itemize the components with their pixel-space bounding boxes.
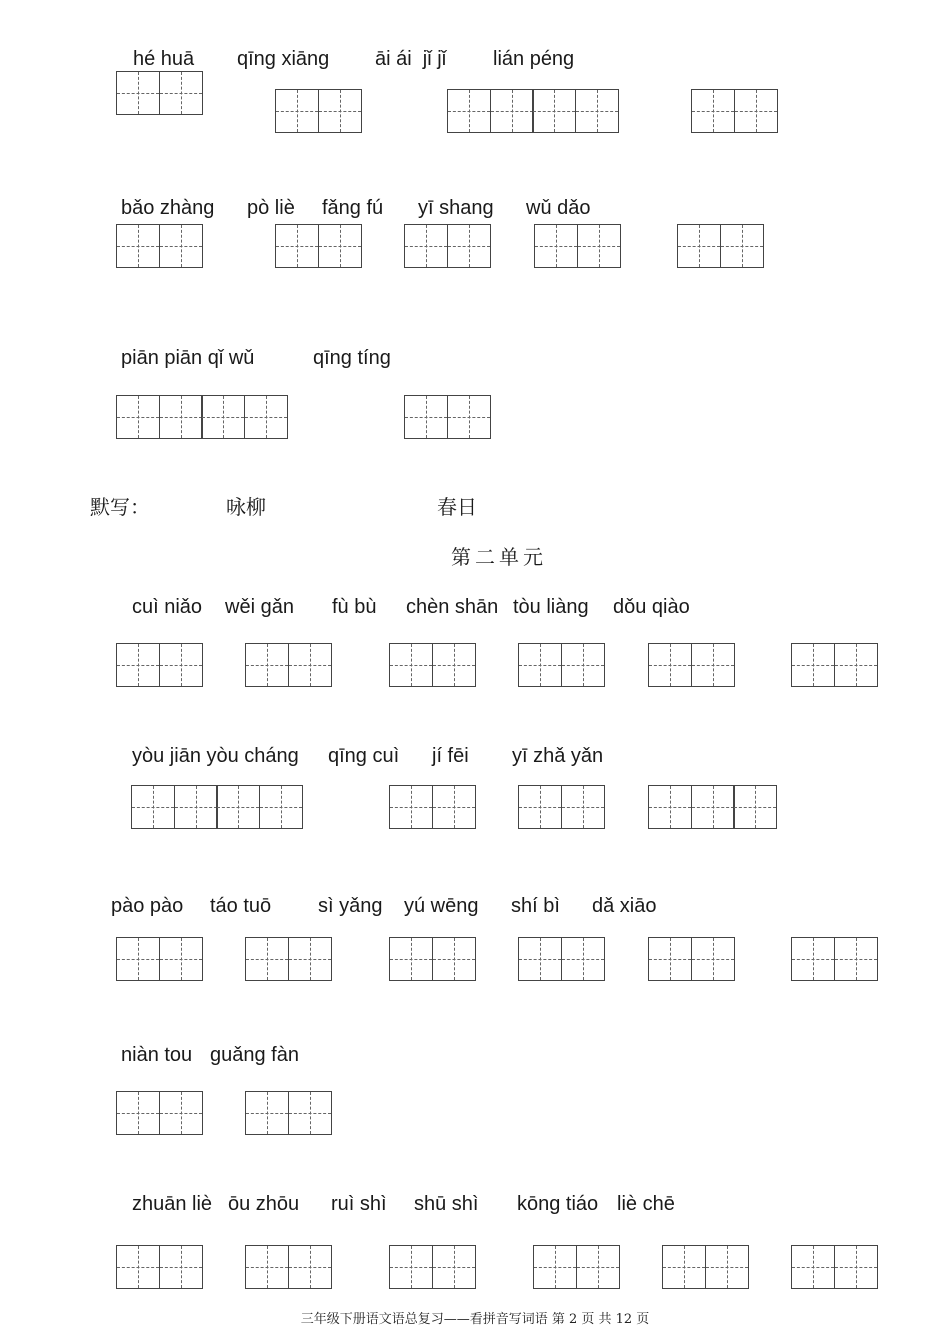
writing-grid[interactable] <box>389 937 476 981</box>
pinyin-label: guǎng fàn <box>210 1044 299 1066</box>
pinyin-label: qīng cuì <box>328 745 400 767</box>
pinyin-label: liè chē <box>617 1193 675 1215</box>
pinyin-label: chèn shān <box>406 596 499 618</box>
pinyin-label: shū shì <box>414 1193 479 1215</box>
writing-grid[interactable] <box>677 224 764 268</box>
writing-grid[interactable] <box>389 1245 476 1289</box>
writing-grid[interactable] <box>275 224 362 268</box>
pinyin-label: pào pào <box>111 895 184 917</box>
pinyin-label: fù bù <box>332 596 377 618</box>
pinyin-label: niàn tou <box>121 1044 193 1066</box>
writing-grid[interactable] <box>518 643 605 687</box>
pinyin-label: qīng xiāng <box>237 48 330 70</box>
pinyin-label: pò liè <box>247 197 295 219</box>
unit-title: 第二单元 <box>451 545 547 569</box>
pinyin-label: yú wēng <box>404 895 479 917</box>
pinyin-label: shí bì <box>511 895 560 917</box>
writing-grid[interactable] <box>389 643 476 687</box>
writing-grid[interactable] <box>691 89 778 133</box>
pinyin-label: yī zhǎ yǎn <box>512 745 604 767</box>
pinyin-label: hé huā <box>133 48 195 70</box>
pinyin-label: āi ái jǐ jǐ <box>375 48 447 70</box>
writing-grid[interactable] <box>404 395 491 439</box>
page-footer: 三年级下册语文语总复习——看拼音写词语 第 2 页 共 12 页 <box>300 1312 650 1327</box>
pinyin-label: qīng tíng <box>313 347 391 369</box>
pinyin-label: kōng tiáo <box>517 1193 599 1215</box>
pinyin-label: tòu liàng <box>513 596 589 618</box>
pinyin-label: zhuān liè <box>132 1193 213 1215</box>
poem-title: 春日 <box>437 495 477 519</box>
dictation-label: 默写： <box>90 495 150 519</box>
writing-grid[interactable] <box>116 643 203 687</box>
pinyin-label: ruì shì <box>331 1193 387 1215</box>
writing-grid[interactable] <box>245 1245 332 1289</box>
writing-grid[interactable] <box>534 224 621 268</box>
pinyin-label: yòu jiān yòu cháng <box>132 745 299 767</box>
pinyin-label: dǎ xiāo <box>592 895 657 917</box>
pinyin-label: cuì niǎo <box>132 596 203 618</box>
pinyin-label: wěi gǎn <box>225 596 294 618</box>
pinyin-label: jí fēi <box>432 745 469 767</box>
pinyin-label: táo tuō <box>210 895 272 917</box>
pinyin-label: lián péng <box>493 48 575 70</box>
writing-grid[interactable] <box>116 1091 203 1135</box>
pinyin-label: ōu zhōu <box>228 1193 300 1215</box>
pinyin-label: piān piān qǐ wǔ <box>121 347 255 369</box>
writing-grid[interactable] <box>116 1245 203 1289</box>
writing-grid[interactable] <box>245 937 332 981</box>
writing-grid[interactable] <box>389 785 476 829</box>
pinyin-label: wǔ dǎo <box>526 197 591 219</box>
pinyin-label: fǎng fú <box>322 197 384 219</box>
writing-grid[interactable] <box>518 937 605 981</box>
writing-grid[interactable] <box>518 785 605 829</box>
pinyin-label: yī shang <box>418 197 494 219</box>
writing-grid[interactable] <box>245 643 332 687</box>
pinyin-label: sì yǎng <box>318 895 383 917</box>
writing-grid[interactable] <box>116 224 203 268</box>
writing-grid[interactable] <box>116 937 203 981</box>
writing-grid[interactable] <box>662 1245 749 1289</box>
writing-grid[interactable] <box>791 643 878 687</box>
writing-grid[interactable] <box>533 1245 620 1289</box>
writing-grid[interactable] <box>791 937 878 981</box>
writing-grid[interactable] <box>245 1091 332 1135</box>
writing-grid[interactable] <box>648 785 777 829</box>
writing-grid[interactable] <box>648 937 735 981</box>
writing-grid[interactable] <box>648 643 735 687</box>
writing-grid[interactable] <box>447 89 619 133</box>
writing-grid[interactable] <box>791 1245 878 1289</box>
writing-grid[interactable] <box>275 89 362 133</box>
writing-grid[interactable] <box>404 224 491 268</box>
writing-grid[interactable] <box>116 395 288 439</box>
writing-grid[interactable] <box>116 71 203 115</box>
pinyin-label: dǒu qiào <box>613 596 690 618</box>
pinyin-label: bǎo zhàng <box>121 197 215 219</box>
writing-grid[interactable] <box>131 785 303 829</box>
poem-title: 咏柳 <box>226 495 266 519</box>
